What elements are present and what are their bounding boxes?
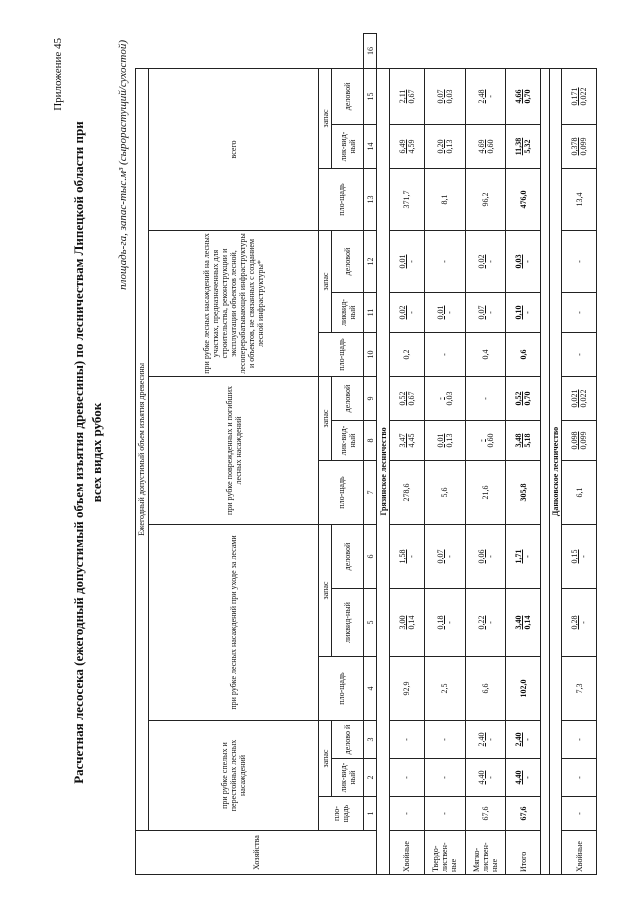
header-liquid: ликвид-ный: [332, 589, 364, 657]
numerator: 4,69: [476, 139, 486, 154]
numerator: 4,66: [514, 89, 524, 104]
denominator: 0,67: [406, 391, 416, 406]
header-area: пло-щадь: [319, 461, 364, 525]
farm-name-cell: Твердо-листвен-ные: [424, 831, 465, 875]
value-cell: -: [424, 797, 465, 831]
value-cell: -: [390, 797, 424, 831]
header-annual: Ежегодный допустимый объем изъятия древесины: [136, 68, 149, 830]
column-number: 8: [364, 421, 377, 461]
denominator: -: [406, 311, 416, 314]
value-cell: 21,6: [465, 461, 506, 525]
value-cell: 67,6: [506, 797, 540, 831]
farm-name-cell: Мягко-листвен-ные: [465, 831, 506, 875]
numerator: 0,07: [435, 549, 445, 564]
numerator: 0,52: [397, 391, 407, 406]
denominator: 0,022: [579, 87, 589, 106]
felling-table: [135, 33, 597, 875]
numerator: 0,28: [570, 615, 580, 630]
value-cell: [424, 589, 465, 657]
value-cell: [465, 125, 506, 169]
numerator: 4,40: [514, 770, 524, 785]
value-cell: [562, 589, 597, 657]
value-cell: 13,4: [562, 169, 597, 231]
denominator: 4,45: [406, 433, 416, 448]
column-number: 13: [364, 169, 377, 231]
denominator: 0,03: [444, 89, 454, 104]
denominator: -: [485, 738, 495, 741]
denominator: 0,022: [579, 389, 589, 408]
value-cell: [506, 68, 540, 124]
column-number: 11: [364, 293, 377, 333]
value-cell: 371,7: [390, 169, 424, 231]
numerator: 11,38: [514, 137, 524, 156]
column-number: 15: [364, 68, 377, 124]
value-cell: [390, 293, 424, 333]
column-number: 10: [364, 333, 377, 377]
value-cell: [562, 525, 597, 589]
spacer-row: [540, 34, 549, 875]
value-cell: [562, 421, 597, 461]
header-farms: Хозяйства: [136, 831, 377, 875]
numerator: 2,48: [476, 89, 486, 104]
denominator: -: [444, 311, 454, 314]
denominator: -: [485, 95, 495, 98]
value-cell: 5,6: [424, 461, 465, 525]
value-cell: [390, 125, 424, 169]
header-group-care: при рубке лесных насаждений при уходе за лесами: [148, 525, 318, 721]
numerator: 0,01: [435, 305, 445, 320]
denominator: -: [485, 621, 495, 624]
value-cell: [465, 759, 506, 797]
section-header-row: [377, 34, 390, 875]
value-cell: 0,2: [390, 333, 424, 377]
value-cell: 476,0: [506, 169, 540, 231]
numerator: 0,03: [514, 254, 524, 269]
value-cell: [465, 721, 506, 759]
denominator: -: [406, 555, 416, 558]
header-group-infrastructure: при рубке лесных насаждений на лесных участках, предназначенных для строительства, реконструкции и эксплуатации объектов лесной, лесоперерабатывающей инфраструктуры и объектов, не связанных с созданием лесной инфраструктуры*: [148, 231, 318, 377]
numerator: 0,07: [435, 89, 445, 104]
numerator: 1,58: [397, 549, 407, 564]
table-row: [390, 34, 424, 875]
value-cell: [465, 231, 506, 293]
title-line-2: всех видах рубок: [89, 402, 104, 503]
numerator: 3,48: [514, 433, 524, 448]
value-cell: [390, 421, 424, 461]
denominator: 5,18: [523, 433, 533, 448]
value-cell: [424, 421, 465, 461]
value-cell: [506, 421, 540, 461]
denominator: -: [444, 555, 454, 558]
numerator: 2,40: [476, 732, 486, 747]
denominator: -: [485, 311, 495, 314]
numerator: 4,40: [476, 770, 486, 785]
value-cell: [465, 589, 506, 657]
value-cell: [390, 525, 424, 589]
column-number: 5: [364, 589, 377, 657]
header-liquid: лик-вид-ный: [332, 421, 364, 461]
denominator: 0,099: [579, 137, 589, 156]
denominator: 0,60: [485, 433, 495, 448]
appendix-label: Приложение 45: [52, 38, 64, 111]
numerator: 0,01: [397, 254, 407, 269]
denominator: -: [523, 776, 533, 779]
header-business: деловой: [332, 525, 364, 589]
numerator: 2,40: [514, 732, 524, 747]
value-cell: 0,6: [506, 333, 540, 377]
header-group-damaged: при рубке поврежденных и погибших лесных насаждений: [148, 377, 318, 525]
numerator: 0,01: [435, 433, 445, 448]
header-area: пло-щадь: [319, 169, 364, 231]
value-cell: [390, 589, 424, 657]
denominator: -: [485, 555, 495, 558]
header-stock: запас: [319, 721, 332, 797]
header-stock: запас: [319, 68, 332, 168]
value-cell: [390, 377, 424, 421]
value-cell: [390, 231, 424, 293]
numerator: 0,06: [476, 549, 486, 564]
numerator: 0,20: [435, 139, 445, 154]
column-number: 4: [364, 657, 377, 721]
value-cell: [562, 377, 597, 421]
numerator: 0,10: [514, 305, 524, 320]
value-cell: 102,0: [506, 657, 540, 721]
value-cell: 0,4: [465, 333, 506, 377]
section-header-row: [549, 34, 562, 875]
denominator: -: [523, 738, 533, 741]
denominator: 0,13: [444, 433, 454, 448]
denominator: 5,32: [523, 139, 533, 154]
denominator: -: [523, 260, 533, 263]
value-cell: [506, 759, 540, 797]
column-number: 12: [364, 231, 377, 293]
value-cell: -: [424, 333, 465, 377]
denominator: -: [406, 260, 416, 263]
value-cell: [465, 421, 506, 461]
numerator: 0,52: [514, 391, 524, 406]
numerator: 2,11: [397, 89, 407, 104]
denominator: 0,14: [523, 615, 533, 630]
numerator: 0,378: [570, 137, 580, 156]
total-row: [506, 34, 540, 875]
denominator: 0,13: [444, 139, 454, 154]
denominator: -: [579, 621, 589, 624]
numerator: 0,02: [476, 254, 486, 269]
numerator: 1,71: [514, 549, 524, 564]
denominator: 0,70: [523, 89, 533, 104]
farm-name-cell: Хвойные: [390, 831, 424, 875]
column-number-row: [364, 34, 377, 875]
column-number: 3: [364, 721, 377, 759]
header-stock: запас: [319, 231, 332, 333]
denominator: -: [444, 621, 454, 624]
denominator: 0,67: [406, 89, 416, 104]
header-liquid: лик-вид-ный: [332, 125, 364, 169]
numerator: 0,021: [570, 389, 580, 408]
value-cell: -: [562, 721, 597, 759]
value-cell: -: [562, 293, 597, 333]
numerator: 0,15: [570, 549, 580, 564]
denominator: -: [523, 555, 533, 558]
value-cell: [424, 377, 465, 421]
numerator: 0,18: [435, 615, 445, 630]
units-note: площадь-га, запас-тыс.м³ (сырорастущий/сухостой): [117, 40, 129, 290]
value-cell: [506, 377, 540, 421]
column-number: 1: [364, 797, 377, 831]
numerator: 3,40: [514, 615, 524, 630]
value-cell: [506, 293, 540, 333]
value-cell: 7,3: [562, 657, 597, 721]
numerator: 3,00: [397, 615, 407, 630]
numerator: 0,02: [397, 305, 407, 320]
section-name: Грязинское лесничество: [377, 68, 390, 874]
value-cell: [562, 125, 597, 169]
table-row: [424, 34, 465, 875]
header-group-total: всего: [148, 68, 318, 230]
value-cell: [506, 525, 540, 589]
value-cell: 2,5: [424, 657, 465, 721]
numerator: 0,22: [476, 615, 486, 630]
value-cell: 305,8: [506, 461, 540, 525]
header-area: пло-щадь: [319, 797, 364, 831]
header-business: деловой: [332, 231, 364, 293]
value-cell: -: [562, 759, 597, 797]
value-cell: [506, 721, 540, 759]
value-cell: [424, 68, 465, 124]
numerator: -: [435, 397, 445, 400]
column-number: 7: [364, 461, 377, 525]
value-cell: -: [465, 377, 506, 421]
table-row: [465, 34, 506, 875]
header-liquid: ликвид-ный: [332, 293, 364, 333]
header-liquid: лик-вид-ный: [332, 759, 364, 797]
denominator: 0,099: [579, 431, 589, 450]
value-cell: -: [424, 231, 465, 293]
value-cell: -: [424, 759, 465, 797]
header-business: деловой: [332, 68, 364, 124]
header-stock: запас: [319, 525, 332, 657]
section-name: Данковское лесничество: [549, 68, 562, 874]
value-cell: 6,6: [465, 657, 506, 721]
denominator: 4,59: [406, 139, 416, 154]
denominator: 0,14: [406, 615, 416, 630]
value-cell: 92,9: [390, 657, 424, 721]
table-row: [562, 34, 597, 875]
value-cell: [506, 589, 540, 657]
column-number: 2: [364, 759, 377, 797]
value-cell: [465, 525, 506, 589]
value-cell: 67,6: [465, 797, 506, 831]
value-cell: 96,2: [465, 169, 506, 231]
value-cell: -: [390, 721, 424, 759]
value-cell: -: [424, 721, 465, 759]
value-cell: -: [562, 797, 597, 831]
value-cell: [424, 125, 465, 169]
value-cell: 278,6: [390, 461, 424, 525]
value-cell: [465, 68, 506, 124]
value-cell: 6,1: [562, 461, 597, 525]
value-cell: -: [562, 231, 597, 293]
farm-name-cell: Хвойные: [562, 831, 597, 875]
farm-name-cell: Итого: [506, 831, 540, 875]
header-business: деловой: [332, 377, 364, 421]
denominator: -: [579, 555, 589, 558]
numerator: 0,07: [476, 305, 486, 320]
denominator: 0,70: [523, 391, 533, 406]
numerator: 0,171: [570, 87, 580, 106]
denominator: 0,60: [485, 139, 495, 154]
value-cell: [424, 293, 465, 333]
value-cell: -: [390, 759, 424, 797]
column-number: 9: [364, 377, 377, 421]
numerator: 6,49: [397, 139, 407, 154]
value-cell: -: [562, 333, 597, 377]
value-cell: [424, 525, 465, 589]
numerator: -: [476, 439, 486, 442]
numerator: 3,47: [397, 433, 407, 448]
value-cell: 8,1: [424, 169, 465, 231]
column-number: 16: [364, 34, 377, 69]
column-number: 6: [364, 525, 377, 589]
header-group-mature: при рубке спелых и перестойных лесных насаждений: [148, 721, 318, 831]
header-area: пло-щадь: [319, 657, 364, 721]
denominator: -: [485, 776, 495, 779]
numerator: 0,098: [570, 431, 580, 450]
header-area: пло-щадь: [319, 333, 364, 377]
value-cell: [506, 125, 540, 169]
header-business: делово й: [332, 721, 364, 759]
document-title: [70, 30, 106, 875]
title-line-1: Расчетная лесосека (ежегодный допустимый объем изъятия древесины) по лесничествам Липецкой области при: [71, 121, 86, 784]
value-cell: [562, 68, 597, 124]
value-cell: [390, 68, 424, 124]
denominator: -: [485, 260, 495, 263]
column-number: 14: [364, 125, 377, 169]
denominator: 0,03: [444, 391, 454, 406]
value-cell: [506, 231, 540, 293]
value-cell: [465, 293, 506, 333]
denominator: -: [523, 311, 533, 314]
header-stock: запас: [319, 377, 332, 461]
